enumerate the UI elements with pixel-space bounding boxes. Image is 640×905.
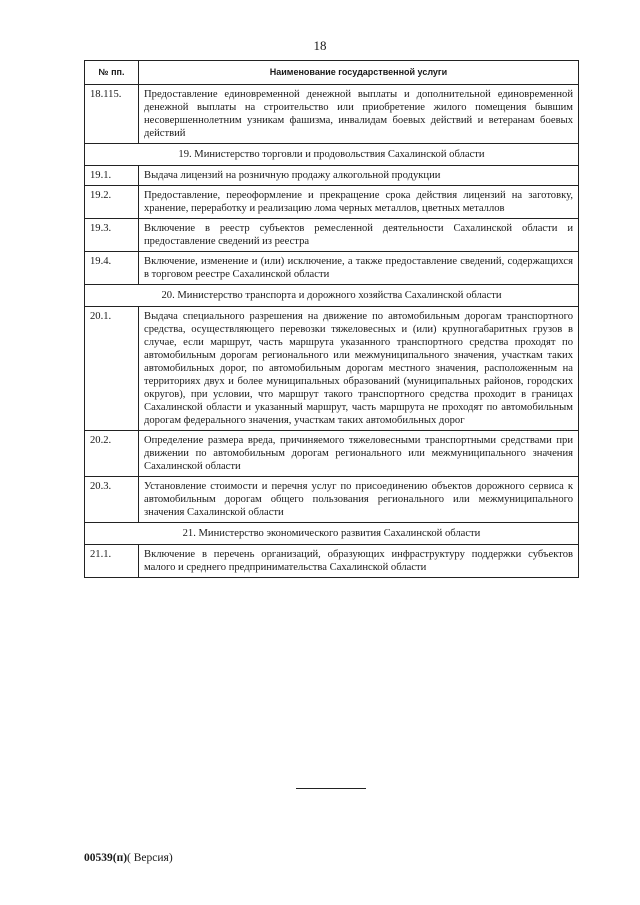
table-body	[85, 85, 579, 578]
document-code: 00539(п)	[84, 852, 128, 864]
row-number: 18.115.	[85, 85, 139, 144]
version-label: ( Версия)	[127, 852, 173, 864]
table-row	[85, 252, 579, 285]
table-row	[85, 477, 579, 523]
services-table	[84, 60, 579, 578]
section-heading: 20. Министерство транспорта и дорожного хозяйства Сахалинской области	[85, 285, 579, 307]
section-heading-row	[85, 144, 579, 166]
service-description: Включение в реестр субъектов ремесленной деятельности Сахалинской области и предоставление сведений из реестра	[139, 219, 579, 252]
row-number: 19.3.	[85, 219, 139, 252]
service-description: Предоставление единовременной денежной выплаты и дополнительной единовременной денежной выплаты на строительство или приобретение жилого помещения бывшим несовершеннолетним узникам фашизма, инвалидам боевых действий и ветеранам боевых действий	[139, 85, 579, 144]
row-number: 19.4.	[85, 252, 139, 285]
table-row	[85, 219, 579, 252]
page-number: 18	[313, 38, 327, 53]
footer	[84, 852, 173, 864]
separator-line	[296, 788, 366, 789]
section-heading: 19. Министерство торговли и продовольствия Сахалинской области	[85, 144, 579, 166]
service-description: Выдача лицензий на розничную продажу алкогольной продукции	[139, 166, 579, 186]
table-row	[85, 545, 579, 578]
row-number: 19.2.	[85, 186, 139, 219]
row-number: 20.2.	[85, 431, 139, 477]
column-header-name: Наименование государственной услуги	[139, 61, 579, 85]
row-number: 20.3.	[85, 477, 139, 523]
section-heading-row	[85, 523, 579, 545]
table-row	[85, 186, 579, 219]
table-row	[85, 431, 579, 477]
section-heading: 21. Министерство экономического развития Сахалинской области	[85, 523, 579, 545]
service-description: Установление стоимости и перечня услуг по присоединению объектов дорожного сервиса к автомобильным дорогам общего пользования регионального или межмуниципального значения Сахалинской области	[139, 477, 579, 523]
column-header-num: № пп.	[85, 61, 139, 85]
service-description: Определение размера вреда, причиняемого тяжеловесными транспортными средствами при движении по автомобильным дорогам регионального или межмуниципального значения Сахалинской области	[139, 431, 579, 477]
table-header-row	[85, 61, 579, 85]
table-row	[85, 85, 579, 144]
table-row	[85, 166, 579, 186]
row-number: 19.1.	[85, 166, 139, 186]
table-row	[85, 307, 579, 431]
service-description: Предоставление, переоформление и прекращение срока действия лицензий на заготовку, хранение, переработку и реализацию лома черных металлов, цветных металлов	[139, 186, 579, 219]
service-description: Выдача специального разрешения на движение по автомобильным дорогам транспортного средства, осуществляющего перевозки тяжеловесных и (или) крупногабаритных грузов в случае, если маршрут, часть маршрута указанного транспортного средства проходят по автомобильным дорогам регионального или межмуниципального значения, участкам таких автомобильных дорог, по автомобильным дорогам местного значения, расположенным на территориях двух и более муниципальных образований (муниципальных районов, городских округов), при условии, что маршрут такого транспортного средства проходит в границах Сахалинской области и указанный маршрут, часть маршрута не проходят по автомобильным дорогам федерального значения, участкам таких автомобильных дорог	[139, 307, 579, 431]
section-heading-row	[85, 285, 579, 307]
service-description: Включение, изменение и (или) исключение, а также предоставление сведений, содержащихся в торговом реестре Сахалинской области	[139, 252, 579, 285]
service-description: Включение в перечень организаций, образующих инфраструктуру поддержки субъектов малого и среднего предпринимательства Сахалинской области	[139, 545, 579, 578]
row-number: 20.1.	[85, 307, 139, 431]
row-number: 21.1.	[85, 545, 139, 578]
